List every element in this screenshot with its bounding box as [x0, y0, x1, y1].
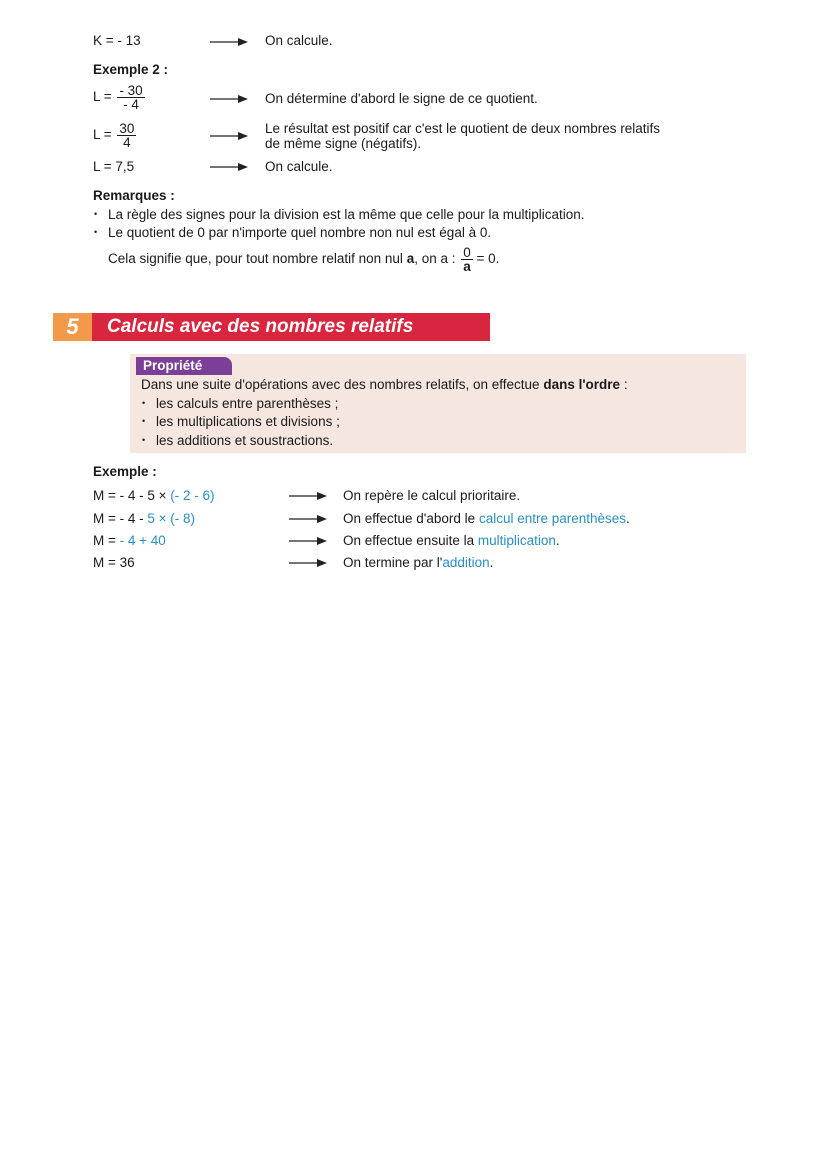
example-expression [93, 555, 135, 570]
property-item: • les multiplications et divisions ; [156, 414, 340, 429]
expression-plain: M = - 4 - [93, 511, 148, 526]
intro-end: : [620, 377, 628, 392]
section-title: Calculs avec des nombres relatifs [92, 313, 490, 341]
denominator: 4 [123, 135, 131, 150]
explanation: On détermine d'abord le signe de ce quotient. [265, 91, 538, 106]
explanation-text: On effectue d'abord le [343, 511, 479, 526]
intro-bold: dans l'ordre [543, 377, 621, 392]
explanation-text: On repère le calcul prioritaire. [343, 488, 521, 503]
denominator: - 4 [123, 97, 139, 112]
cut-off-row [0, 0, 828, 46]
explanation-end: . [626, 511, 630, 526]
example2-row-1 [93, 84, 145, 111]
remark-item: • La règle des signes pour la division est la même que celle pour la multiplication. [108, 207, 585, 222]
property-intro [141, 377, 628, 392]
expression-highlight: 5 × (- 8) [147, 511, 196, 526]
property-tag: Propriété [136, 357, 232, 375]
expression-lhs: L = [93, 127, 112, 143]
example-explanation [343, 488, 520, 503]
example-expression [93, 533, 166, 548]
numerator: 0 [463, 245, 471, 260]
example-explanation [343, 511, 630, 526]
explanation-highlight: multiplication [477, 533, 556, 548]
note-text: Cela signifie que, pour tout nombre relatif non nul [108, 251, 407, 267]
arrow-icon [289, 514, 327, 524]
fraction [117, 84, 144, 111]
explanation-highlight: addition [442, 555, 490, 570]
explanation-line-1: Le résultat est positif car c'est le quotient de deux nombres relatifs [265, 121, 661, 136]
property-item: • les calculs entre parenthèses ; [156, 396, 338, 411]
arrow-icon [289, 536, 327, 546]
expression-plain: M = - 4 - 5 × [93, 488, 171, 503]
arrow-icon [210, 131, 248, 141]
explanation: On calcule. [265, 159, 333, 174]
property-item: • les additions et soustractions. [156, 433, 333, 448]
intro-text: Dans une suite d'opérations avec des nombres relatifs, on effectue [141, 377, 544, 392]
expression: L = 7,5 [93, 159, 135, 174]
explanation-line-2: de même signe (négatifs). [265, 136, 422, 151]
note-text: = 0. [472, 251, 500, 267]
remark-note [108, 246, 499, 273]
explanation-end: . [489, 555, 494, 570]
explanation: On calcule. [265, 33, 333, 46]
variable-a: a [406, 251, 415, 267]
example-expression [93, 488, 215, 503]
section-number: 5 [53, 313, 92, 341]
expression-highlight: - 4 + 40 [119, 533, 166, 548]
numerator: - 30 [119, 83, 143, 98]
expression-lhs: L = [93, 89, 112, 105]
arrow-icon [289, 491, 327, 501]
fraction [117, 122, 136, 149]
explanation-text: On termine par l' [343, 555, 443, 570]
note-text: , on a : [414, 251, 460, 267]
arrow-icon [210, 94, 248, 104]
expression-plain: M = 36 [93, 555, 135, 570]
explanation-end: . [555, 533, 560, 548]
denominator: a [463, 259, 471, 274]
expression-plain: M = [93, 533, 120, 548]
example-expression [93, 511, 195, 526]
example-explanation [343, 555, 493, 570]
numerator: 30 [119, 121, 135, 136]
example-explanation [343, 533, 560, 548]
fraction [461, 246, 473, 273]
remarks-title: Remarques : [93, 188, 175, 203]
example-title: Exemple : [93, 464, 157, 479]
remark-item: • Le quotient de 0 par n'importe quel nombre non nul est égal à 0. [108, 225, 491, 240]
expression: K = - 13 [93, 33, 141, 46]
explanation-highlight: calcul entre parenthèses [478, 511, 627, 526]
arrow-icon [210, 162, 248, 172]
arrow-icon [289, 558, 327, 568]
example2-row-2 [93, 122, 136, 149]
expression-highlight: (- 2 - 6) [170, 488, 215, 503]
explanation-text: On effectue ensuite la [343, 533, 478, 548]
example2-title: Exemple 2 : [93, 62, 169, 77]
arrow-icon [210, 37, 248, 46]
